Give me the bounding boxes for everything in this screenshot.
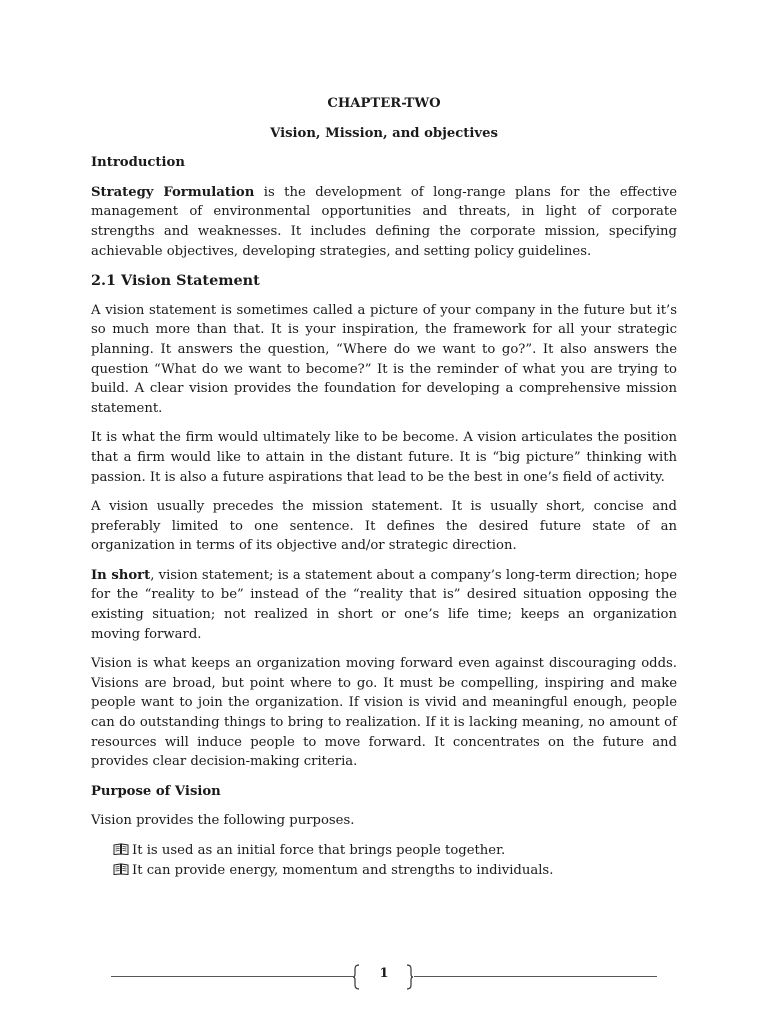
book-icon bbox=[113, 843, 129, 855]
introduction-paragraph bbox=[91, 183, 677, 261]
list-item bbox=[113, 841, 677, 861]
page-content bbox=[91, 94, 677, 880]
vision-paragraph-5: Vision is what keeps an organization moving forward even against discouraging odds. Visions are broad, but point where to go. It must be compelling, inspiring and make people want to join the organization. If vision is vivid and meaningful enough, people can do outstanding things to bring to realization. If it is lacking meaning, no amount of resources will induce people to move forward. It concentrates on the future and provides clear decision-making criteria. bbox=[91, 656, 677, 770]
chapter-subtitle: Vision, Mission, and objectives bbox=[270, 125, 498, 141]
strategy-formulation-term: Strategy Formulation bbox=[91, 184, 255, 200]
footer-bracket-left bbox=[352, 964, 360, 990]
vision-statement-heading: 2.1 Vision Statement bbox=[91, 272, 260, 290]
purpose-intro: Vision provides the following purposes. bbox=[91, 813, 355, 829]
list-item bbox=[113, 861, 677, 881]
vision-paragraph-1: A vision statement is sometimes called a picture of your company in the future but it’s so much more than that. It is your inspiration, the framework for all your strategic planning. It answers the question, “Where do we want to go?”. It also answers the question “What do we want to become?” It is the reminder of what you are trying to build. A clear vision provides the foundation for developing a comprehensive mission statement. bbox=[91, 302, 677, 416]
purpose-list bbox=[91, 841, 677, 880]
footer-rule-left bbox=[111, 976, 353, 977]
introduction-text: is the development of long-range plans for the effective management of environmental opportunities and threats, in light of corporate strengths and weaknesses. It includes defining the corporate mission, specifying achievable objectives, developing strategies, and setting policy guidelines. bbox=[91, 184, 678, 259]
vision-paragraph-3: A vision usually precedes the mission statement. It is usually short, concise and preferably limited to one sentence. It defines the desired future state of an organization in terms of its objective and/or strategic direction. bbox=[91, 499, 677, 554]
vision-paragraph-2: It is what the firm would ultimately like to be become. A vision articulates the position that a firm would like to attain in the distant future. It is “big picture” thinking with passion. It is also a future aspirations that lead to be the best in one’s field of activity. bbox=[91, 430, 677, 485]
purpose-of-vision-heading: Purpose of Vision bbox=[91, 783, 221, 799]
footer-bracket-right bbox=[406, 964, 414, 990]
chapter-title: CHAPTER-TWO bbox=[327, 96, 441, 111]
book-icon bbox=[113, 863, 129, 875]
in-short-text: , vision statement; is a statement about a company’s long-term direction; hope for the “reality to be” instead of the “reality that is” desired situation opposing the existing situation; not realized in short or one’s life time; keeps an organization moving forward. bbox=[91, 567, 677, 642]
bullet-text: It can provide energy, momentum and strengths to individuals. bbox=[132, 862, 554, 878]
vision-paragraph-4 bbox=[91, 566, 677, 644]
page-number: 1 bbox=[379, 966, 389, 981]
footer-rule-right bbox=[414, 976, 657, 977]
in-short-term: In short bbox=[91, 567, 151, 583]
introduction-heading: Introduction bbox=[91, 155, 185, 171]
bullet-text: It is used as an initial force that brings people together. bbox=[132, 843, 506, 858]
